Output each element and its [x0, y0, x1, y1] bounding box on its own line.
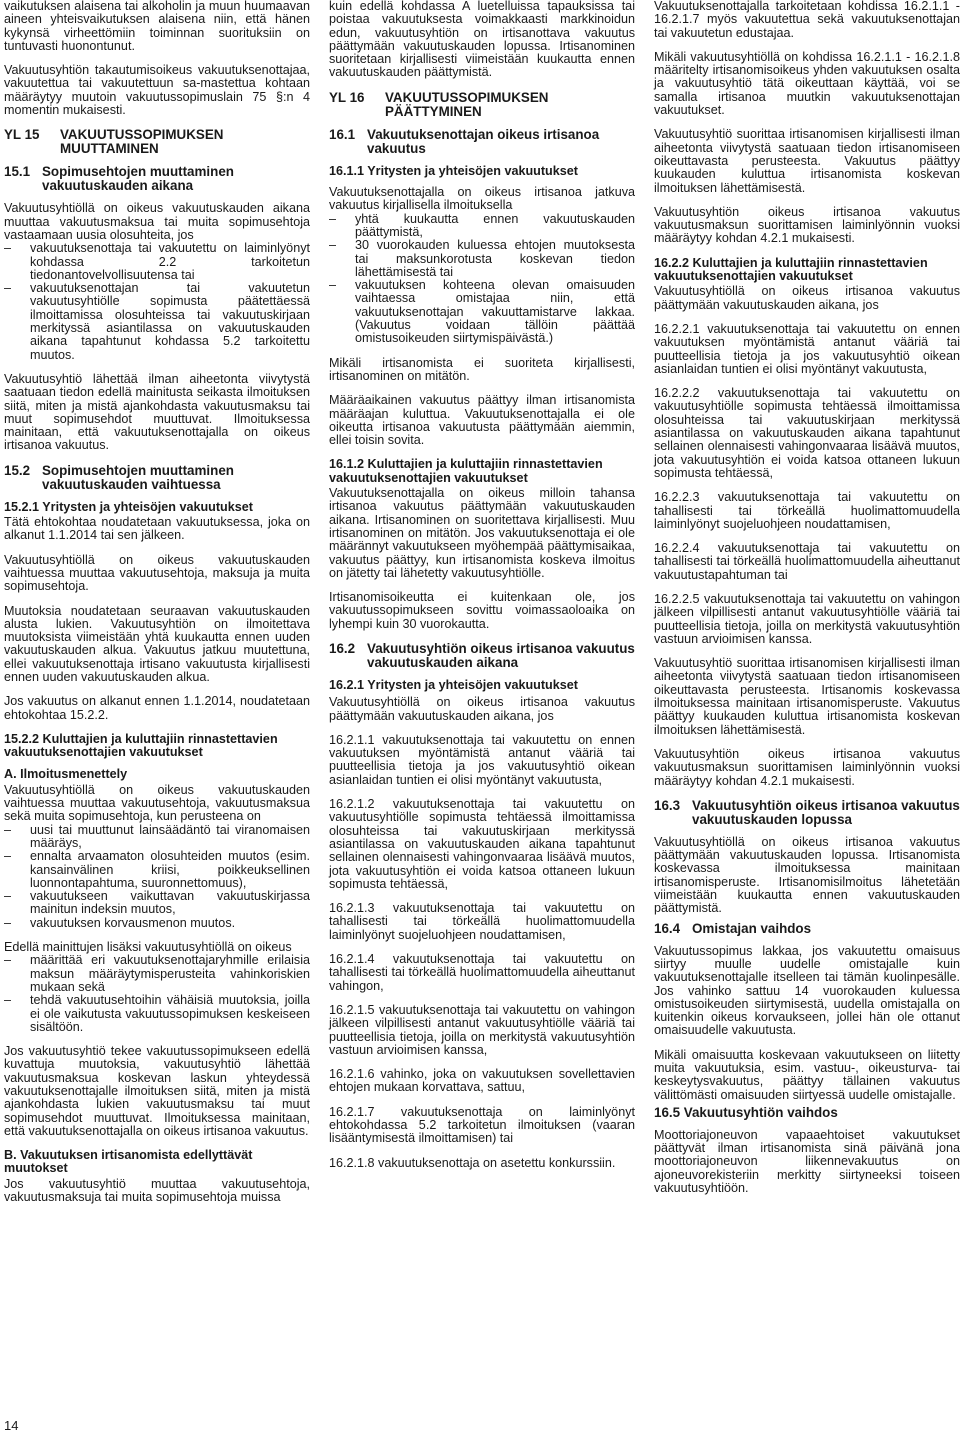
section-title: Omistajan vaihdos [692, 920, 812, 936]
paragraph: 16.2.2.1 vakuutuksenottaja tai vakuutettu on ennen vakuutuksen myöntämistä antanut vääriä tai puutteellisia tietoja ja jos vakuutusyhtiö oikean asianlaidan tuntien ei olisi myöntänyt vakuutusta, [654, 321, 960, 376]
paragraph: Vakuutusyhtiöllä on oikeus vakuutuskauden aikana muuttaa vakuutusmaksua tai muita sopimusehtoja vastaamaan uusia olosuhteita, jos [4, 201, 310, 242]
section-number: 15.2 [4, 462, 31, 478]
section-heading-yl15 [4, 128, 310, 156]
list-item: – vakuutuksen korvausmenon muutos. [4, 917, 310, 930]
section-number: YL 16 [329, 89, 365, 105]
paragraph: Vakuutuksenottajalla on oikeus milloin tahansa irtisanoa vakuutus päättymään vakuutuskauden aikana. Irtisanominen on suoritettava kirjallisesti. Muu irtisanominen on mitätön. Jos vakuutuksenottaja ei ole määrännyt vakuutukseen myöhempää päättymisaikaa, vakuutus päättyy, kun irtisanomista koskeva ilmoitus on jätetty tai lähetetty vakuutusyhtiölle. [329, 486, 635, 580]
paragraph: 16.2.2.2 vakuutuksenottaja tai vakuutettu on vakuutusyhtiölle sopimusta tehtäessä ilmoittamissa olosuhteissa tai vakuutuskirjaan merkityssä asiantilassa on vakuutuskauden aikana tapahtunut sellainen olennaisesti vahingonvaaraa lisäävä muutos, jota vakuutusyhtiön ei voida katsoa ottaneen lukuun sopimusta tehtäessä, [654, 386, 960, 480]
paragraph: Jos vakuutus on alkanut ennen 1.1.2014, noudatetaan ehtokohtaa 15.2.2. [4, 694, 310, 722]
paragraph: Vakuutusyhtiöllä on oikeus vakuutuskauden vaihtuessa muuttaa vakuutusehtoja, vakuutusmaksua sekä muita sopimusehtoja, kun perusteena on [4, 782, 310, 824]
list-item: – ennalta arvaamaton olosuhteiden muutos (esim. kansainvälinen kriisi, poikkeuksellinen luonnontapahtuma, suuronnettomuus), [4, 850, 310, 890]
paragraph: Vakuutusyhtiöllä on oikeus vakuutuskauden vaihtuessa muuttaa vakuutusehtoja, maksuja ja muita sopimusehtoja. [4, 552, 310, 594]
paragraph: 16.2.2.5 vakuutuksenottaja tai vakuutettu on vahingon jälkeen vilpillisesti antanut vakuutusyhtiölle vääriä tai puutteellisia tietoja, joilla on merkitystä vakuutusyhtiön vastuun arvioimisen kanssa. [654, 591, 960, 646]
subsection-heading-a: A. Ilmoitusmenettely [4, 767, 128, 782]
list-item: – vakuutuksenottajan tai vakuutetun vakuutusyhtiölle sopimusta päätettäessä ilmoittamissa olosuhteissa tai vakuutuskirjaan merkityssä asiantilassa on vakuutuskauden aikana tapahtunut kohdassa 5.2 tarkoitettu muutos. [4, 282, 310, 362]
section-title: VAKUUTUSSOPIMUKSEN PÄÄTTYMINEN [385, 89, 549, 119]
paragraph: Mikäli omaisuutta koskevaan vakuutukseen on liitetty muita vakuutuksia, esim. vastuu-, oikeusturva- tai keskeytysvakuutus, päättyy tällainen vakuutus välittömästi omaisuuden siirtyessä uudelle omistajalle. [654, 1047, 960, 1102]
section-number: 16.3 [654, 797, 681, 813]
takautuminen-paragraph: Vakuutusyhtiön takautumisoikeus vakuutuksenottajaa, vakuutettua tai vakuutettuun sa-mastettua kohtaan määräytyy muutoin vakuutussopimuslain 75 §:n 4 momentin mukaisesti. [4, 63, 310, 118]
list-item: – vakuutuksen kohteena olevan omaisuuden vaihtaessa omistajaa niin, että vakuutuksenottajan vakuuttamistarve lakkaa. (Vakuutus voidaan tällöin päättää omistusoikeuden siirtymispäivästä.) [329, 279, 635, 345]
paragraph: 16.2.1.4 vakuutuksenottaja tai vakuutettu on tahallisesti tai törkeällä huolimattomuudella aiheuttanut vahingon, [329, 952, 635, 993]
paragraph: Vakuutusyhtiön oikeus irtisanoa vakuutus vakuutusmaksun suorittamisen laiminlyönnin vuoksi määräytyy kohdan 4.2.1 mukaisesti. [654, 746, 960, 788]
section-heading-16-1 [329, 128, 635, 156]
paragraph: Tätä ehtokohtaa noudatetaan vakuutuksessa, joka on alkanut 1.1.2014 tai sen jälkeen. [4, 515, 310, 543]
list-item: – tehdä vakuutusehtoihin vähäisiä muutoksia, joilla ei ole vaikutusta vakuutussopimuksen keskeiseen sisältöön. [4, 994, 310, 1034]
subsection-heading-16-1-1: 16.1.1 Yritysten ja yhteisöjen vakuutukset [329, 163, 578, 178]
list-item: – vakuutuksenottaja tai vakuutettu on laiminlyönyt kohdassa 2.2 tarkoitetun tiedonantovelvollisuutensa tai [4, 242, 310, 282]
paragraph: 16.2.1.7 vakuutuksenottaja on laiminlyönyt ehtokohdassa 5.2 tarkoitetun ilmoituksen (vaaran lisääntymisestä ilmoittamisen) tai [329, 1104, 635, 1146]
paragraph: 16.2.1.2 vakuutuksenottaja tai vakuutettu on vakuutusyhtiölle sopimusta tehtäessä ilmoittamissa olosuhteissa tai vakuutuskirjaan merkityssä asiantilassa on vakuutuskauden aikana tapahtunut sellainen olennaisesti vahingonvaaraa lisäävä muutos, jota vakuutusyhtiön ei voida katsoa ottaneen lukuun sopimusta tehtäessä, [329, 797, 635, 891]
section-title: VAKUUTUSSOPIMUKSEN MUUTTAMINEN [60, 127, 224, 157]
subsection-heading-15-2-2: 15.2.2 Kuluttajien ja kuluttajiin rinnastettavien vakuutuksenottajien vakuutukset [4, 731, 278, 760]
section-heading-15-1 [4, 165, 310, 193]
section-title: Vakuutuksenottajan oikeus irtisanoa vakuutus [367, 126, 600, 156]
paragraph: Irtisanomisoikeutta ei kuitenkaan ole, jos vakuutussopimukseen sovittu voimassaoloaika on lyhempi kuin 30 vuorokautta. [329, 590, 635, 631]
paragraph: Vakuutusyhtiö lähettää ilman aiheetonta viivytystä saatuaan tiedon edellä mainitusta seikasta ilmoituksen siitä, miten ja mistä ajankohdasta vakuutusmaksu tai muut sopimusehdot muuttuvat. Ilmoituksessa mainitaan, että vakuutuksenottajalla on oikeus irtisanoa vakuutus. [4, 371, 310, 453]
section-number: 15.1 [4, 164, 31, 180]
paragraph: Vakuutusyhtiöllä on oikeus irtisanoa vakuutus päättymään vakuutuskauden aikana, jos [654, 284, 960, 312]
subsection-heading-16-1-2: 16.1.2 Kuluttajien ja kuluttajiin rinnastettavien vakuutuksenottajien vakuutukset [329, 457, 603, 485]
paragraph: 16.2.1.3 vakuutuksenottaja tai vakuutettu on tahallisesti tai törkeällä huolimattomuudella laiminlyönyt suojeluohjeen noudattamisen, [329, 901, 635, 942]
paragraph: Mikäli vakuutusyhtiöllä on kohdissa 16.2.1.1 - 16.2.1.8 määritelty irtisanomisoikeus yhden vakuutuksen osalta ja vakuutusyhtiö tätä oikeuttaan käyttää, voi se samalla irtisanoa muutkin vakuutuksenottajan vakuutukset. [654, 49, 960, 118]
section-number: 16.4 [654, 920, 681, 936]
list-item: – uusi tai muuttunut lainsäädäntö tai viranomaisen määräys, [4, 824, 310, 851]
list-item: – vakuutukseen vaikuttavan vakuutuskirjassa mainitun indeksin muutos, [4, 890, 310, 917]
paragraph: Vakuutuksenottajalla on oikeus irtisanoa jatkuva vakuutus kirjallisella ilmoituksella [329, 185, 635, 213]
dash-list [4, 824, 310, 930]
paragraph: Muutoksia noudatetaan seuraavan vakuutuskauden alusta lukien. Vakuutusyhtiön on ilmoitettava muutoksista viimeistään yhtä kuukautta ennen uuden vakuutuskauden alkua. Vakuutus jatkuu muutettuna, ellei vakuutuksenottaja irtisano vakuutusta kirjallisesti ennen uuden vakuutuskauden alkua. [4, 603, 310, 684]
paragraph: 16.2.2.4 vakuutuksenottaja tai vakuutettu on tahallisesti tai törkeällä huolimattomuudella aiheuttanut vakuutustapahtuman tai [654, 541, 960, 582]
section-number: YL 15 [4, 127, 40, 143]
paragraph: Edellä mainittujen lisäksi vakuutusyhtiöllä on oikeus [4, 940, 292, 955]
list-item: – 30 vuorokauden kuluessa ehtojen muutoksesta tai maksunkorotusta koskevan tiedon lähettämisestä tai [329, 239, 635, 279]
column-middle [329, 0, 635, 1181]
section-heading-16-3 [654, 799, 960, 827]
dash-list [4, 242, 310, 362]
section-heading-15-2 [4, 464, 310, 492]
section-title: Sopimusehtojen muuttaminen vakuutuskauden aikana [42, 164, 234, 194]
paragraph: Vakuutusyhtiö suorittaa irtisanomisen kirjallisesti ilman aiheetonta viivytystä saatuaan tiedon irtisanomiseen oikeuttavasta perusteesta. Irtisanomis koskevassa ilmoituksessa mainitaan irtisanomisperuste. Vakuutus päättyy kuukauden kuluttua irtisanomista koskevan ilmoituksen lähettämisestä. [654, 656, 960, 737]
paragraph: Vakuutusyhtiön oikeus irtisanoa vakuutus vakuutusmaksun suorittamisen laiminlyönnin vuoksi määräytyy kohdan 4.2.1 mukaisesti. [654, 204, 960, 246]
list-item: – yhtä kuukautta ennen vakuutuskauden päättymistä, [329, 213, 635, 240]
intro-paragraph: vaikutuksen alaisena tai alkoholin ja muun huumaavan aineen yhteisvaikutuksen alaisena niin, että hänen kykynsä virheettömiin toiminnan suorituksiin on tuntuvasti huonontunut. [4, 0, 310, 53]
paragraph: Vakuutussopimus lakkaa, jos vakuutettu omaisuus siirtyy muulle uudelle omistajalle kuin vakuutuksenottajalle itselleen tai tämän kuolinpesälle. Jos vahinko sattuu 14 vuorokauden kuluessa omistusoikeuden siirtymisestä, uudella omistajalla on kuitenkin oikeus korvaukseen, jollei hän ole ottanut omaisuudelle vakuutusta. [654, 943, 960, 1038]
page-number: 14 [4, 1418, 19, 1433]
paragraph: 16.2.1.6 vahinko, joka on vakuutuksen sovellettavien ehtojen mukaan korvattava, sattuu, [329, 1067, 635, 1095]
section-number: 16.2 [329, 640, 356, 656]
intro-paragraph: kuin edellä kohdassa A luetelluissa tapauksissa tai poistaa vakuutuksesta voimakkaasti markkinoidun edun, vakuutusyhtiön on irtisanottava vakuutus päättymään vakuutuskauden lopussa. Irtisanominen suoritetaan kirjallisesti viimeistään kuukautta ennen vakuutuskauden päättymistä. [329, 0, 635, 80]
paragraph: Vakuutusyhtiöllä on oikeus irtisanoa vakuutus päättymään vakuutuskauden aikana, jos [329, 695, 635, 723]
section-heading-16-5 [654, 1106, 960, 1120]
dash-list [329, 213, 635, 346]
subsection-heading-16-2-2: 16.2.2 Kuluttajien ja kuluttajiin rinnastettavien vakuutuksenottajien vakuutukset [654, 255, 928, 284]
column-left [4, 0, 310, 1215]
section-number: 16.1 [329, 126, 356, 142]
subsection-heading-15-2-1: 15.2.1 Yritysten ja yhteisöjen vakuutukset [4, 499, 253, 514]
paragraph: Määräaikainen vakuutus päättyy ilman irtisanomista määräajan kuluttua. Vakuutuksenottajalla ei ole oikeutta irtisanoa vakuutusta päättymään aiemmin, ellei toisin sovita. [329, 393, 635, 448]
paragraph: Vakuutuksenottajalla tarkoitetaan kohdissa 16.2.1.1 - 16.2.1.7 myös vakuutettua sekä vakuutuksenottajan tai vakuutetun edustajaa. [654, 0, 960, 40]
paragraph: 16.2.1.1 vakuutuksenottaja tai vakuutettu on ennen vakuutuksen myöntämistä antanut vääriä tai puutteellisia tietoja ja jos vakuutusyhtiö oikean asianlaidan tuntien ei olisi myöntänyt vakuutusta, [329, 732, 635, 787]
paragraph: 16.2.2.3 vakuutuksenottaja tai vakuutettu on tahallisesti tai törkeällä huolimattomuudella laiminlyönyt suojeluohjeen noudattamisen, [654, 490, 960, 531]
paragraph: Jos vakuutusyhtiö muuttaa vakuutusehtoja, vakuutusmaksuja tai muita sopimusehtoja muissa [4, 1176, 310, 1205]
paragraph: Vakuutusyhtiöllä on oikeus irtisanoa vakuutus päättymään vakuutuskauden lopussa. Irtisanomista koskevassa ilmoituksessa mainitaan irtisanomisperuste. Irtisanomisilmoitus lähetetään viimeistään kuukautta ennen vakuutuskauden päättymistä. [654, 834, 960, 916]
column-right [654, 0, 960, 1206]
list-item: – määrittää eri vakuutuksenottajaryhmille erilaisia maksun määräytymisperusteita vahinkoriskien mukaan sekä [4, 954, 310, 994]
section-title: 16.5 Vakuutusyhtiön vaihdos [654, 1104, 838, 1120]
section-heading-yl16 [329, 91, 635, 119]
section-heading-16-2 [329, 642, 635, 670]
section-heading-16-4 [654, 922, 960, 936]
paragraph: 16.2.1.5 vakuutuksenottaja tai vakuutettu on vahingon jälkeen vilpillisesti antanut vakuutusyhtiölle vääriä tai puutteellisia tietoja, joilla on merkitystä vakuutusyhtiön vastuun arvioimisen kanssa, [329, 1002, 635, 1057]
paragraph: Vakuutusyhtiö suorittaa irtisanomisen kirjallisesti ilman aiheetonta viivytystä saatuaan tiedon irtisanomiseen oikeuttavasta perusteesta. Vakuutus päättyy kuukauden kuluttua irtisanomista koskevan ilmoituksen lähettämisestä. [654, 127, 960, 195]
paragraph: Moottoriajoneuvon vapaaehtoiset vakuutukset päättyvät ilman irtisanomista sinä päivänä jona moottoriajoneuvon liikennevakuutus on ajoneuvorekisteriin merkitty siirtyneeksi toiseen vakuutusyhtiöön. [654, 1127, 960, 1196]
paragraph: Jos vakuutusyhtiö tekee vakuutussopimukseen edellä kuvattuja muutoksia, vakuutusyhtiö lähettää vakuutusmaksua koskevan laskun yhteydessä vakuutuksenottajalle ilmoituksen siitä, miten ja mistä ajankohdasta lukien vakuutusmaksu tai muut sopimusehdot muuttuvat. Ilmoituksessa mainitaan, että vakuutuksenottajalla on oikeus irtisanoa vakuutus. [4, 1044, 310, 1138]
section-title: Vakuutusyhtiön oikeus irtisanoa vakuutus vakuutuskauden aikana [367, 640, 635, 670]
paragraph: 16.2.1.8 vakuutuksenottaja on asetettu konkurssiin. [329, 1155, 616, 1170]
paragraph: Mikäli irtisanomista ei suoriteta kirjallisesti, irtisanominen on mitätön. [329, 355, 635, 383]
dash-list [4, 954, 310, 1034]
section-title: Vakuutusyhtiön oikeus irtisanoa vakuutus vakuutuskauden lopussa [692, 797, 960, 827]
section-title: Sopimusehtojen muuttaminen vakuutuskauden vaihtuessa [42, 462, 234, 492]
subsection-heading-b: B. Vakuutuksen irtisanomista edellyttävät muutokset [4, 1148, 253, 1176]
subsection-heading-16-2-1: 16.2.1 Yritysten ja yhteisöjen vakuutukset [329, 677, 578, 692]
